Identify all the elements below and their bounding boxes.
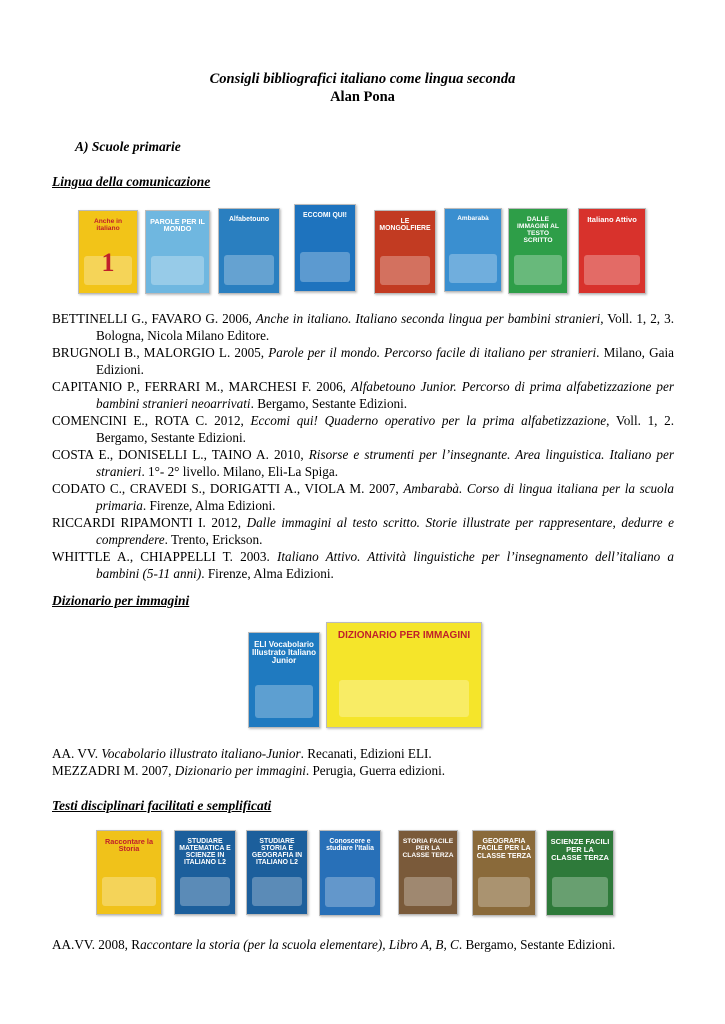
bib-publisher: . Firenze, Alma Edizioni. — [201, 566, 334, 581]
ambaraba-cover — [444, 208, 502, 292]
storia-facile-cover — [398, 830, 458, 915]
cover-illustration — [102, 877, 156, 906]
cover-title: STUDIARE STORIA E GEOGRAFIA IN ITALIANO L2 — [251, 837, 303, 867]
cover-title: LE MONGOLFIERE — [379, 217, 431, 232]
bib-title: Dizionario per immagini — [174, 763, 306, 778]
bib-entry — [52, 936, 674, 953]
bib-entry — [52, 344, 674, 378]
bib-title: Italiano Attivo. Attività linguistiche per l’insegnamento dell’italiano a bambini (5-11 anni) — [96, 549, 674, 581]
cover-illustration — [180, 877, 230, 906]
bib-entry — [52, 412, 674, 446]
bib-authors: MEZZADRI M. 2007, — [52, 763, 175, 778]
bib-authors: AA.VV. 2008, R — [52, 937, 141, 952]
dalle-immagini-cover — [508, 208, 568, 294]
bib-authors: CODATO C., CRAVEDI S., DORIGATTI A., VIOLA M. 2007, — [52, 481, 404, 496]
bib-authors: BETTINELLI G., FAVARO G. 2006, — [52, 311, 256, 326]
bib-entry — [52, 310, 674, 344]
bib-title: accontare la storia (per la scuola elementare), Libro A, B, C — [140, 937, 459, 952]
cover-title: Alfabetouno — [228, 215, 270, 223]
cover-illustration — [514, 255, 563, 284]
bib-authors: COMENCINI E., ROTA C. 2012, — [52, 413, 251, 428]
bib-entry — [52, 378, 674, 412]
eccomi-qui-cover — [294, 204, 356, 292]
studiare-matematica-cover — [174, 830, 236, 915]
bib-publisher: . Perugia, Guerra edizioni. — [305, 763, 446, 778]
cover-illustration — [380, 256, 430, 285]
alfabetouno-junior-cover — [218, 208, 280, 294]
bibliography-dizionario — [52, 745, 674, 779]
bib-entry — [52, 548, 674, 582]
title-line-1: Consigli bibliografici italiano come lingua seconda — [209, 71, 516, 87]
anche-in-italiano-cover — [78, 210, 138, 294]
cover-volume-number: 1 — [101, 247, 115, 277]
bib-publisher: , Voll. 1, 2, 3. Bologna, Nicola Milano Editore. — [96, 311, 674, 343]
cover-illustration — [252, 877, 302, 906]
cover-title: DIZIONARIO PER IMMAGINI — [337, 630, 471, 642]
cover-title: Conoscere e studiare l'Italia — [326, 837, 374, 852]
studiare-storia-cover — [246, 830, 308, 915]
cover-illustration — [325, 877, 375, 906]
parole-per-il-mondo-cover — [145, 210, 210, 294]
bib-authors: CAPITANIO P., FERRARI M., MARCHESI F. 2006, — [52, 379, 351, 394]
bib-authors: COSTA E., DONISELLI L., TAINO A. 2010, — [52, 447, 309, 462]
bib-publisher: . Bergamo, Sestante Edizioni. — [250, 396, 408, 411]
cover-title: DALLE IMMAGINI AL TESTO SCRITTO — [517, 215, 559, 244]
bib-title: Anche in italiano. Italiano seconda lingua per bambini stranieri — [255, 311, 601, 326]
cover-illustration — [478, 877, 530, 906]
bib-authors: WHITTLE A., CHIAPPELLI T. 2003. — [52, 549, 277, 564]
cover-illustration — [552, 877, 607, 906]
title-author: Alan Pona — [330, 89, 395, 105]
cover-title: Ambarabà — [457, 214, 489, 222]
cover-title: Anche in italiano — [93, 217, 123, 232]
cover-illustration — [151, 256, 204, 285]
document-title — [0, 70, 725, 106]
cover-illustration — [339, 680, 468, 716]
heading-testi: Testi disciplinari facilitati e semplificati — [52, 798, 272, 813]
bib-title: Vocabolario illustrato italiano-Junior — [101, 746, 301, 761]
bibliography-lingua — [52, 310, 674, 582]
bib-publisher: , Voll. 1, 2. Bergamo, Sestante Edizioni. — [96, 413, 674, 445]
cover-title: ELI Vocabolario Illustrato Italiano Junior — [252, 639, 317, 666]
cover-illustration — [449, 254, 496, 283]
cover-title: Raccontare la Storia — [104, 836, 154, 854]
cover-illustration — [404, 877, 453, 906]
bib-title: Risorse e strumenti per l’insegnante. Area linguistica. Italiano per stranieri — [96, 447, 674, 479]
bib-publisher: . Bergamo, Sestante Edizioni. — [458, 937, 616, 952]
cover-title: GEOGRAFIA FACILE PER LA CLASSE TERZA — [476, 836, 532, 860]
cover-illustration — [255, 685, 314, 718]
cover-title: PAROLE PER IL MONDO — [150, 216, 205, 234]
bib-authors: BRUGNOLI B., MALORGIO L. 2005, — [52, 345, 269, 360]
conoscere-litalia-cover — [319, 830, 381, 916]
bib-entry — [52, 446, 674, 480]
bib-publisher: . 1°- 2° livello. Milano, Eli-La Spiga. — [141, 464, 339, 479]
dizionario-per-immagini-cover — [326, 622, 482, 728]
scienze-facili-cover — [546, 830, 614, 916]
eli-vocabolario-cover — [248, 632, 320, 728]
cover-title: Italiano Attivo — [587, 214, 637, 224]
bib-title: Parole per il mondo. Percorso facile di italiano per stranieri — [268, 345, 597, 360]
italiano-attivo-cover — [578, 208, 646, 294]
bib-title: Dalle immagini al testo scritto. Storie illustrate per rappresentare, dedurre e comprendere — [96, 515, 675, 547]
cover-title: ECCOMI QUI! — [303, 211, 347, 219]
bibliography-testi — [52, 936, 674, 953]
cover-title: STORIA FACILE PER LA CLASSE TERZA — [402, 837, 454, 859]
bib-publisher: . Firenze, Alma Edizioni. — [142, 498, 276, 513]
bib-title: Eccomi qui! Quaderno operativo per la prima alfabetizzazione — [250, 413, 607, 428]
bib-publisher: . Milano, Gaia Edizioni. — [96, 345, 674, 377]
bib-title: Ambarabà. Corso di lingua italiana per la scuola primaria — [96, 481, 675, 513]
section-a-heading: A) Scuole primarie — [75, 139, 181, 154]
bib-authors: AA. VV. — [52, 746, 102, 761]
bib-entry — [52, 514, 674, 548]
bib-authors: RICCARDI RIPAMONTI I. 2012, — [52, 515, 247, 530]
bib-title: Alfabetouno Junior. Percorso di prima alfabetizzazione per bambini stranieri neoarrivati — [96, 379, 674, 411]
le-mongolfiere-cover — [374, 210, 436, 294]
heading-lingua: Lingua della comunicazione — [52, 174, 211, 189]
bib-publisher: . Recanati, Edizioni ELI. — [300, 746, 432, 761]
bib-entry — [52, 762, 674, 779]
bib-entry — [52, 745, 674, 762]
cover-illustration — [584, 255, 639, 284]
bib-publisher: . Trento, Erickson. — [164, 532, 263, 547]
geografia-facile-cover — [472, 830, 536, 916]
heading-dizionario: Dizionario per immagini — [52, 593, 190, 608]
cover-title: SCIENZE FACILI PER LA CLASSE TERZA — [550, 836, 610, 862]
bib-entry — [52, 480, 674, 514]
raccontare-la-storia-cover — [96, 830, 162, 915]
cover-title: STUDIARE MATEMATICA E SCIENZE IN ITALIANO L2 — [179, 837, 231, 867]
cover-illustration — [224, 255, 274, 284]
cover-illustration — [300, 252, 350, 282]
